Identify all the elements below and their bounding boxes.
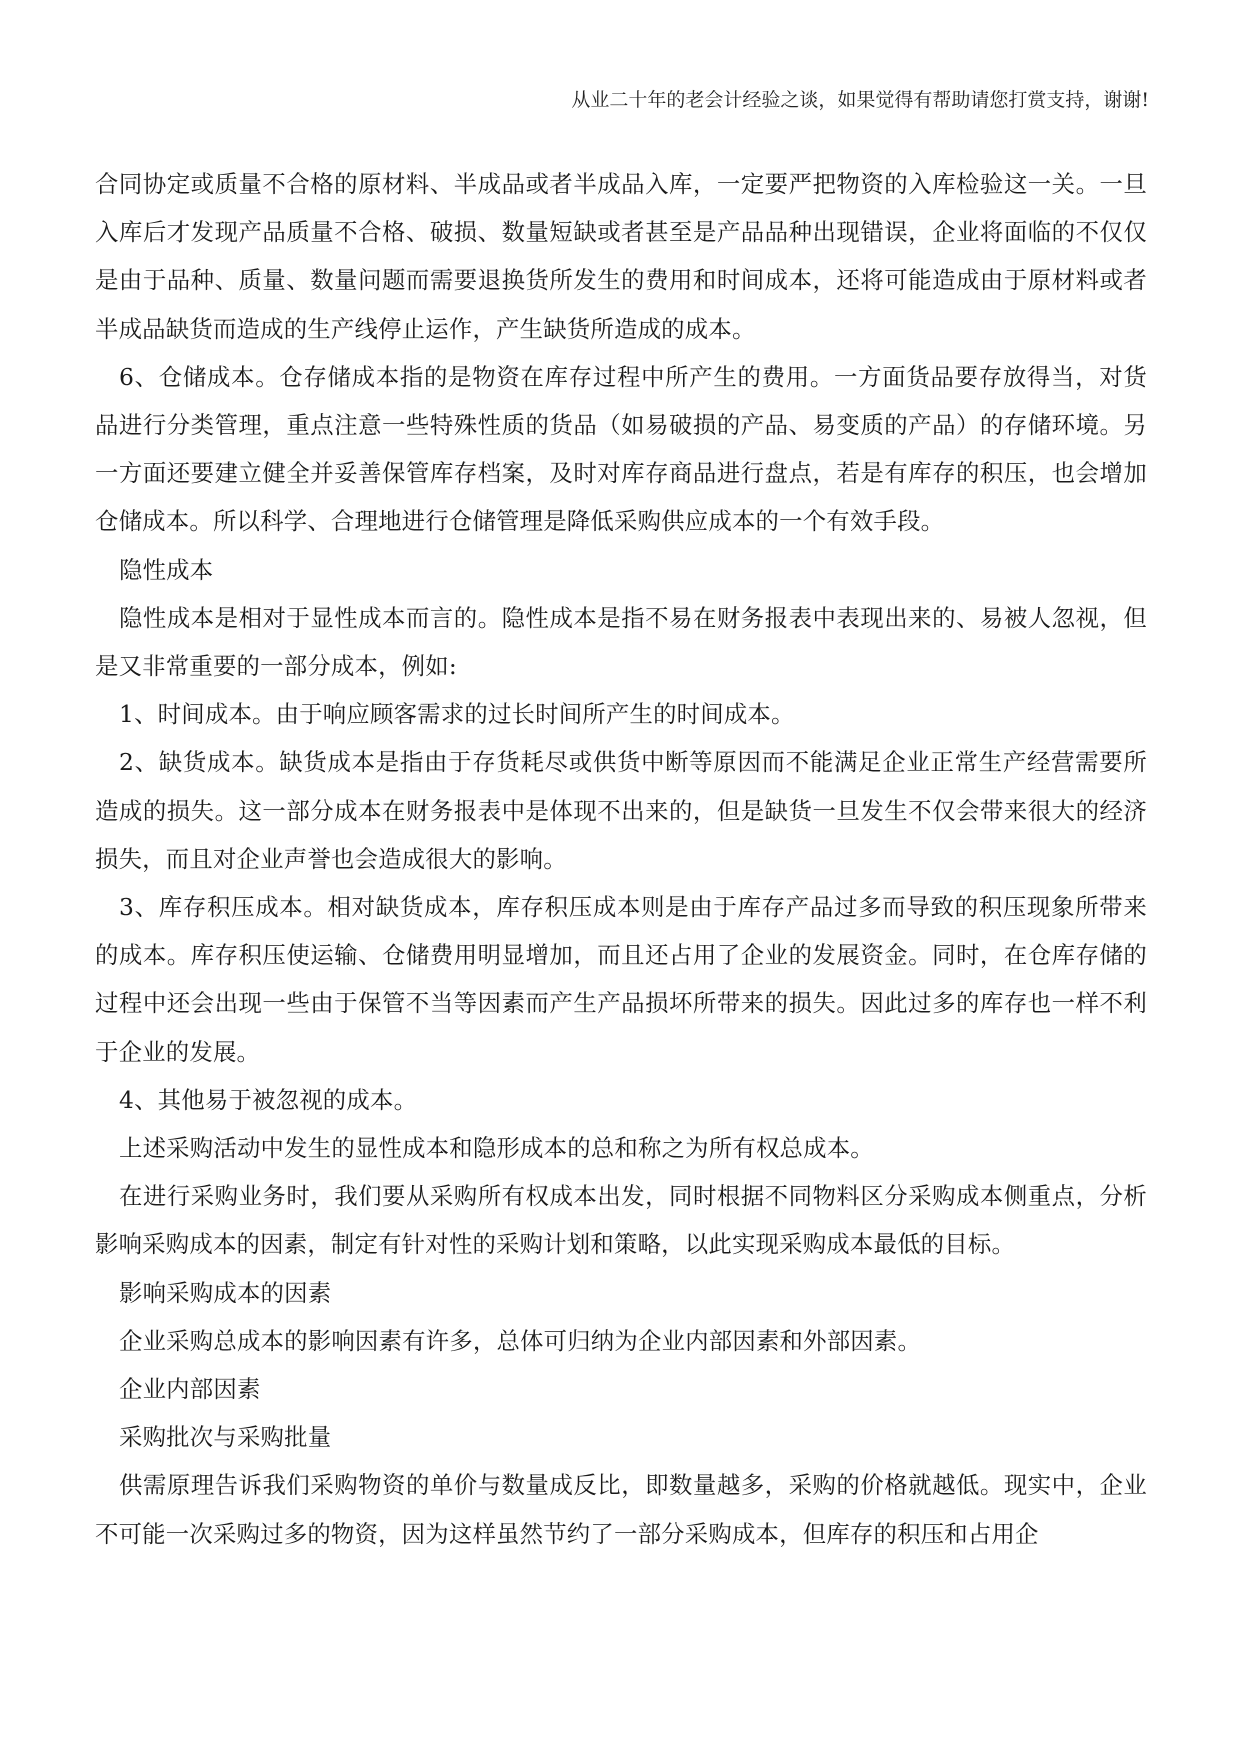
heading-internal-factors: 企业内部因素	[119, 1375, 261, 1404]
paragraph-stockout-cost: 2、缺货成本。缺货成本是指由于存货耗尽或供货中断等原因而不能满足企业正常生产经营需要所造成的损失。这一部分成本在财务报表中是体现不出来的，但是缺货一旦发生不仅会带来很大的经济损失，而且对企业声誉也会造成很大的影响。	[95, 748, 1147, 873]
paragraph-inventory-overstock-cost: 3、库存积压成本。相对缺货成本，库存积压成本则是由于库存产品过多而导致的积压现象所带来的成本。库存积压使运输、仓储费用明显增加，而且还占用了企业的发展资金。同时，在仓库存储的过程中还会出现一些由于保管不当等因素而产生产品损坏所带来的损失。因此过多的库存也一样不利于企业的发展。	[95, 893, 1147, 1066]
paragraph-procurement-strategy: 在进行采购业务时，我们要从采购所有权成本出发，同时根据不同物料区分采购成本侧重点，分析影响采购成本的因素，制定有针对性的采购计划和策略，以此实现采购成本最低的目标。	[95, 1182, 1147, 1259]
paragraph-time-cost: 1、时间成本。由于响应顾客需求的过长时间所产生的时间成本。	[119, 700, 795, 729]
paragraph-total-cost-of-ownership: 上述采购活动中发生的显性成本和隐形成本的总和称之为所有权总成本。	[119, 1134, 874, 1163]
heading-batch-and-quantity: 采购批次与采购批量	[119, 1423, 332, 1452]
paragraph-hidden-cost-definition: 隐性成本是相对于显性成本而言的。隐性成本是指不易在财务报表中表现出来的、易被人忽视，但是又非常重要的一部分成本，例如:	[95, 603, 1147, 681]
paragraph-storage-cost: 6、仓储成本。仓存储成本指的是物资在库存过程中所产生的费用。一方面货品要存放得当，对货品进行分类管理，重点注意一些特殊性质的货品（如易破损的产品、易变质的产品）的存储环境。另一方面还要建立健全并妥善保管库存档案，及时对库存商品进行盘点，若是有库存的积压，也会增加仓储成本。所以科学、合理地进行仓储管理是降低采购供应成本的一个有效手段。	[95, 362, 1147, 536]
body-text	[95, 160, 1147, 1558]
paragraph-other-costs: 4、其他易于被忽视的成本。	[119, 1085, 418, 1114]
paragraph-cost-factors-summary: 企业采购总成本的影响因素有许多，总体可归纳为企业内部因素和外部因素。	[119, 1326, 922, 1355]
header-note: 从业二十年的老会计经验之谈，如果觉得有帮助请您打赏支持，谢谢!	[571, 89, 1149, 111]
paragraph-supply-demand: 供需原理告诉我们采购物资的单价与数量成反比，即数量越多，采购的价格就越低。现实中，企业不可能一次采购过多的物资，因为这样虽然节约了一部分采购成本，但库存的积压和占用企	[95, 1471, 1147, 1548]
heading-cost-factors: 影响采购成本的因素	[119, 1278, 332, 1307]
heading-hidden-cost: 隐性成本	[119, 555, 214, 584]
paragraph-continuation: 合同协定或质量不合格的原材料、半成品或者半成品入库，一定要严把物资的入库检验这一关。一旦入库后才发现产品质量不合格、破损、数量短缺或者甚至是产品品种出现错误，企业将面临的不仅仅是由于品种、质量、数量问题而需要退换货所发生的费用和时间成本，还将可能造成由于原材料或者半成品缺货而造成的生产线停止运作，产生缺货所造成的成本。	[95, 170, 1147, 343]
header-divider	[92, 126, 1149, 127]
